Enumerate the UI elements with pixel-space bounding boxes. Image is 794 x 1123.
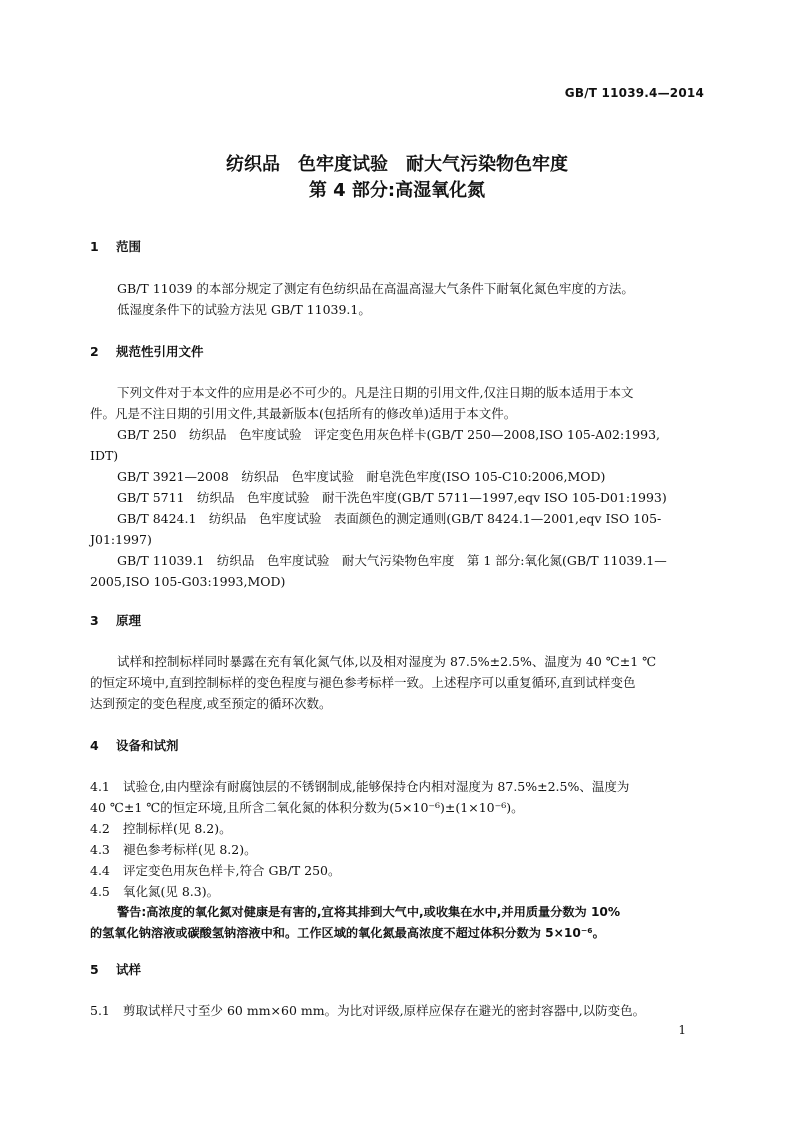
paragraph: 低湿度条件下的试验方法见 GB/T 11039.1。 xyxy=(117,302,371,317)
document-title-line-1: 纺织品 色牢度试验 耐大气污染物色牢度 xyxy=(226,154,568,175)
warning-line: 警告:高浓度的氧化氮对健康是有害的,宜将其排到大气中,或收集在水中,并用质量分数为 10% xyxy=(117,905,621,919)
section-4-heading xyxy=(90,735,706,756)
clause-item xyxy=(90,1000,706,1021)
warning-line: 的氢氧化钠溶液或碳酸氢钠溶液中和。工作区域的氧化氮最高浓度不超过体积分数为 5×10⁻⁶。 xyxy=(90,926,605,940)
section-number: 1 xyxy=(90,239,99,254)
section-title: 试样 xyxy=(116,962,142,977)
clause-text: 氧化氮(见 8.3)。 xyxy=(123,884,220,899)
clause-item xyxy=(90,839,706,860)
clause-text: 剪取试样尺寸至少 60 mm×60 mm。为比对评级,原样应保存在避光的密封容器中,以防变色。 xyxy=(123,1003,646,1018)
section-3-heading xyxy=(90,610,706,631)
section-2-body xyxy=(90,382,706,592)
section-title: 设备和试剂 xyxy=(116,738,179,753)
paragraph: GB/T 11039 的本部分规定了测定有色纺织品在高温高湿大气条件下耐氧化氮色牢度的方法。 xyxy=(117,281,634,296)
section-number: 2 xyxy=(90,344,99,359)
clause-number: 4.5 xyxy=(90,884,110,899)
clause-number: 4.2 xyxy=(90,821,110,836)
reference-item: GB/T 5711 纺织品 色牢度试验 耐干洗色牢度(GB/T 5711—1997,eqv ISO 105-D01:1993) xyxy=(117,490,667,505)
reference-item: GB/T 3921—2008 纺织品 色牢度试验 耐皂洗色牢度(ISO 105-C10:2006,MOD) xyxy=(117,469,606,484)
document-title-line-2: 第 4 部分:高湿氧化氮 xyxy=(308,180,486,201)
clause-number: 5.1 xyxy=(90,1003,110,1018)
paragraph-line: 达到预定的变色程度,或至预定的循环次数。 xyxy=(90,696,332,711)
page-number: 1 xyxy=(678,1023,686,1037)
reference-item: GB/T 11039.1 纺织品 色牢度试验 耐大气污染物色牢度 第 1 部分:氧化氮(GB/T 11039.1— xyxy=(117,553,667,568)
clause-number: 4.4 xyxy=(90,863,110,878)
section-1-heading xyxy=(90,236,706,257)
clause-number: 4.1 xyxy=(90,779,110,794)
clause-item xyxy=(90,818,706,839)
reference-item-continued: 2005,ISO 105-G03:1993,MOD) xyxy=(90,574,286,589)
section-5-body xyxy=(90,1000,706,1021)
clause-text: 试验仓,由内壁涂有耐腐蚀层的不锈钢制成,能够保持仓内相对湿度为 87.5%±2.5%、温度为 xyxy=(123,779,630,794)
section-4-body xyxy=(90,776,706,944)
paragraph-line: 试样和控制标样同时暴露在充有氧化氮气体,以及相对湿度为 87.5%±2.5%、温度为 40 ℃±1 ℃ xyxy=(117,654,657,669)
section-3-body xyxy=(90,651,706,714)
clause-number: 4.3 xyxy=(90,842,110,857)
clause-item xyxy=(90,776,706,797)
clause-text: 控制标样(见 8.2)。 xyxy=(123,821,232,836)
standard-code: GB/T 11039.4—2014 xyxy=(564,86,704,100)
section-title: 范围 xyxy=(116,239,142,254)
clause-item xyxy=(90,881,706,902)
clause-text: 评定变色用灰色样卡,符合 GB/T 250。 xyxy=(123,863,341,878)
section-number: 3 xyxy=(90,613,99,628)
section-2-heading xyxy=(90,341,706,362)
reference-item-continued: IDT) xyxy=(90,448,119,463)
clause-text: 褪色参考标样(见 8.2)。 xyxy=(123,842,257,857)
section-title: 规范性引用文件 xyxy=(116,344,204,359)
paragraph-line: 的恒定环境中,直到控制标样的变色程度与褪色参考标样一致。上述程序可以重复循环,直到试样变色 xyxy=(90,675,636,690)
section-1-body xyxy=(90,278,706,320)
paragraph-line: 下列文件对于本文件的应用是必不可少的。凡是注日期的引用文件,仅注日期的版本适用于本文 xyxy=(117,385,634,400)
clause-text-continued: 40 ℃±1 ℃的恒定环境,且所含二氧化氮的体积分数为(5×10⁻⁶)±(1×10⁻⁶)。 xyxy=(90,800,524,815)
reference-item: GB/T 250 纺织品 色牢度试验 评定变色用灰色样卡(GB/T 250—2008,ISO 105-A02:1993, xyxy=(117,427,661,442)
paragraph-line: 件。凡是不注日期的引用文件,其最新版本(包括所有的修改单)适用于本文件。 xyxy=(90,406,517,421)
section-5-heading xyxy=(90,959,706,980)
clause-item xyxy=(90,860,706,881)
section-number: 5 xyxy=(90,962,99,977)
reference-item-continued: J01:1997) xyxy=(90,532,152,547)
section-title: 原理 xyxy=(116,613,142,628)
section-number: 4 xyxy=(90,738,99,753)
reference-item: GB/T 8424.1 纺织品 色牢度试验 表面颜色的测定通则(GB/T 8424.1—2001,eqv ISO 105- xyxy=(117,511,662,526)
